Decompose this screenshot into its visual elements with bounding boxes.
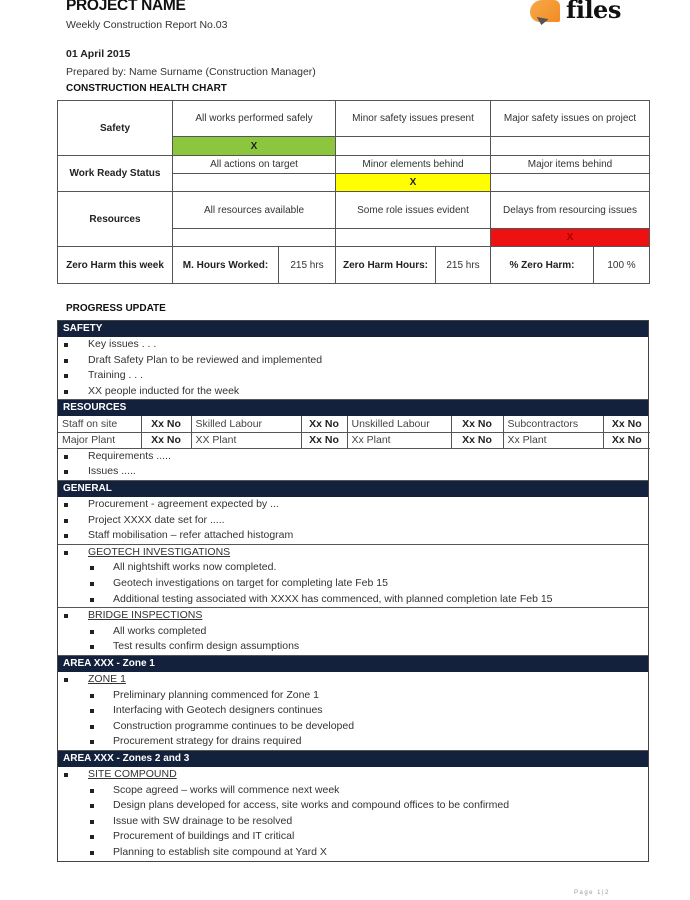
- subheading-text: SITE COMPOUND: [88, 767, 177, 780]
- bullet-icon: [64, 614, 68, 618]
- list-item: [58, 783, 648, 799]
- option-cell: Minor elements behind: [336, 156, 491, 174]
- health-chart-title: CONSTRUCTION HEALTH CHART: [66, 83, 227, 94]
- bridge-list: [58, 608, 648, 656]
- option-cell: All resources available: [173, 192, 336, 229]
- logo-text: files: [566, 0, 621, 24]
- bullet-icon: [64, 551, 68, 555]
- health-chart-table: [57, 100, 650, 284]
- percent-zero-harm-value: 100 %: [594, 247, 650, 284]
- bullet-icon: [64, 359, 68, 363]
- subheading-text: GEOTECH INVESTIGATIONS: [88, 545, 231, 558]
- progress-update-table: [57, 320, 649, 862]
- status-empty: [173, 229, 336, 247]
- bullet-icon: [90, 709, 94, 713]
- list-item: [58, 639, 648, 655]
- list-item-text: Training . . .: [88, 369, 144, 382]
- resources-grid: [58, 416, 650, 449]
- zone23-list: [58, 767, 648, 861]
- progress-update-title: PROGRESS UPDATE: [66, 303, 166, 314]
- list-item: [58, 624, 648, 640]
- section-header-zone23: AREA XXX - Zones 2 and 3: [58, 751, 648, 767]
- zero-harm-label: Zero Harm this week: [58, 247, 173, 284]
- zero-harm-hours-value: 215 hrs: [436, 247, 491, 284]
- zero-harm-row: [58, 247, 650, 284]
- bullet-icon: [90, 598, 94, 602]
- resource-label: Xx Plant: [503, 432, 603, 448]
- bullet-icon: [64, 390, 68, 394]
- list-item-text: Key issues . . .: [88, 338, 157, 350]
- list-item-text: Preliminary planning commenced for Zone 1: [113, 688, 320, 701]
- bullet-icon: [64, 534, 68, 538]
- list-item: [58, 845, 648, 861]
- zone1-list: [58, 672, 648, 751]
- list-item-text: Interfacing with Geotech designers continues: [113, 704, 323, 717]
- section-header-general: GENERAL: [58, 481, 648, 497]
- bullet-icon: [64, 374, 68, 378]
- resource-value: Xx No: [141, 432, 191, 448]
- status-mark-green: X: [173, 137, 336, 156]
- list-item: [58, 703, 648, 719]
- section-header-resources: RESOURCES: [58, 400, 648, 416]
- bullet-icon: [64, 678, 68, 682]
- bullet-icon: [90, 694, 94, 698]
- list-item-text: Staff mobilisation – refer attached histogram: [88, 529, 294, 542]
- health-row-safety: [58, 101, 650, 137]
- status-empty: [491, 137, 650, 156]
- resource-label: Unskilled Labour: [347, 416, 451, 432]
- resource-value: Xx No: [603, 416, 650, 432]
- resource-label: Skilled Labour: [191, 416, 301, 432]
- files-logo: [530, 0, 640, 30]
- list-item: [58, 560, 648, 576]
- resource-label: Xx Plant: [347, 432, 451, 448]
- row-label: Work Ready Status: [58, 156, 173, 192]
- list-item: [58, 592, 648, 608]
- resource-label: Subcontractors: [503, 416, 603, 432]
- bullet-icon: [90, 630, 94, 634]
- subheading-text: ZONE 1: [88, 673, 126, 685]
- list-item-text: Geotech investigations on target for completing late Feb 15: [113, 577, 388, 590]
- list-item-text: Issues .....: [88, 465, 136, 478]
- list-item: [58, 719, 648, 735]
- bullet-icon: [64, 773, 68, 777]
- subheading-text: BRIDGE INSPECTIONS: [88, 609, 203, 622]
- section-header-safety: SAFETY: [58, 321, 648, 337]
- list-item-text: Planning to establish site compound at Yard X: [113, 845, 327, 858]
- list-item: [58, 829, 648, 845]
- resource-value: Xx No: [603, 432, 650, 448]
- option-cell: All works performed safely: [173, 101, 336, 137]
- bullet-icon: [90, 851, 94, 855]
- bullet-icon: [90, 820, 94, 824]
- list-item: [58, 497, 648, 513]
- geotech-list: [58, 545, 648, 608]
- option-cell: Major items behind: [491, 156, 650, 174]
- bullet-icon: [64, 455, 68, 459]
- list-subheading: [58, 608, 648, 624]
- prepared-by: Prepared by: Name Surname (Construction Manager): [66, 66, 316, 78]
- general-list: [58, 497, 648, 545]
- status-empty: [173, 174, 336, 192]
- resources-row: [58, 416, 650, 432]
- list-item-text: Procurement - agreement expected by ...: [88, 498, 279, 511]
- resource-value: Xx No: [301, 416, 347, 432]
- resource-value: Xx No: [451, 416, 503, 432]
- bullet-icon: [64, 519, 68, 523]
- list-item: [58, 798, 648, 814]
- list-item-text: Draft Safety Plan to be reviewed and implemented: [88, 353, 323, 366]
- option-cell: Minor safety issues present: [336, 101, 491, 137]
- list-subheading: [58, 767, 648, 783]
- bullet-icon: [90, 725, 94, 729]
- list-item: [58, 814, 648, 830]
- list-item-text: All works completed: [113, 624, 207, 637]
- bullet-icon: [64, 470, 68, 474]
- list-item: [58, 688, 648, 704]
- bullet-icon: [64, 343, 68, 347]
- bullet-icon: [90, 645, 94, 649]
- list-item-text: Additional testing associated with XXXX has commenced, with planned completion late Feb 15: [113, 592, 553, 605]
- bullet-icon: [90, 835, 94, 839]
- resources-list: [58, 449, 648, 481]
- list-item: [58, 384, 648, 400]
- list-item: [58, 337, 648, 353]
- zero-harm-hours-label: Zero Harm Hours:: [336, 247, 436, 284]
- list-item: [58, 734, 648, 750]
- list-item-text: Scope agreed – works will commence next week: [113, 783, 340, 796]
- percent-zero-harm-label: % Zero Harm:: [491, 247, 594, 284]
- bullet-icon: [64, 503, 68, 507]
- list-item-text: Issue with SW drainage to be resolved: [113, 814, 293, 827]
- list-item: [58, 513, 648, 529]
- project-name: PROJECT NAME: [66, 0, 186, 14]
- list-item-text: XX people inducted for the week: [88, 384, 240, 397]
- resource-value: Xx No: [301, 432, 347, 448]
- bullet-icon: [90, 789, 94, 793]
- list-item-text: Test results confirm design assumptions: [113, 640, 300, 653]
- status-mark-yellow: X: [336, 174, 491, 192]
- resource-label: Major Plant: [58, 432, 141, 448]
- hours-worked-value: 215 hrs: [279, 247, 336, 284]
- list-item: [58, 353, 648, 369]
- page-number: Page 1|2: [574, 890, 610, 896]
- status-empty: [491, 174, 650, 192]
- hours-worked-label: M. Hours Worked:: [173, 247, 279, 284]
- report-date: 01 April 2015: [66, 48, 131, 60]
- list-subheading: [58, 672, 648, 688]
- list-item: [58, 449, 648, 465]
- list-item: [58, 576, 648, 592]
- status-empty: [336, 229, 491, 247]
- bullet-icon: [90, 740, 94, 744]
- section-header-zone1: AREA XXX - Zone 1: [58, 656, 648, 672]
- safety-list: [58, 337, 648, 400]
- list-item-text: All nightshift works now completed.: [113, 561, 277, 574]
- status-empty: [336, 137, 491, 156]
- list-item-text: Construction programme continues to be developed: [113, 719, 355, 732]
- list-subheading: [58, 545, 648, 561]
- list-item-text: Procurement of buildings and IT critical: [113, 830, 295, 843]
- bullet-icon: [90, 804, 94, 808]
- list-item: [58, 464, 648, 480]
- list-item: [58, 528, 648, 544]
- bullet-icon: [90, 582, 94, 586]
- row-label: Resources: [58, 192, 173, 247]
- list-item-text: Project XXXX date set for .....: [88, 513, 225, 526]
- report-subtitle: Weekly Construction Report No.03: [66, 19, 228, 31]
- option-cell: Delays from resourcing issues: [491, 192, 650, 229]
- health-row-work-ready: [58, 156, 650, 174]
- bullet-icon: [90, 566, 94, 570]
- health-row-resources: [58, 192, 650, 229]
- list-item-text: Design plans developed for access, site works and compound offices to be confirmed: [113, 799, 510, 812]
- resources-row: [58, 432, 650, 448]
- list-item: [58, 368, 648, 384]
- status-mark-red: X: [491, 229, 650, 247]
- row-label: Safety: [58, 101, 173, 156]
- resource-label: Staff on site: [58, 416, 141, 432]
- option-cell: Major safety issues on project: [491, 101, 650, 137]
- resource-label: XX Plant: [191, 432, 301, 448]
- resource-value: Xx No: [141, 416, 191, 432]
- list-item-text: Procurement strategy for drains required: [113, 735, 302, 748]
- resource-value: Xx No: [451, 432, 503, 448]
- option-cell: All actions on target: [173, 156, 336, 174]
- option-cell: Some role issues evident: [336, 192, 491, 229]
- logo-shadow-icon: [535, 17, 548, 26]
- list-item-text: Requirements .....: [88, 449, 171, 462]
